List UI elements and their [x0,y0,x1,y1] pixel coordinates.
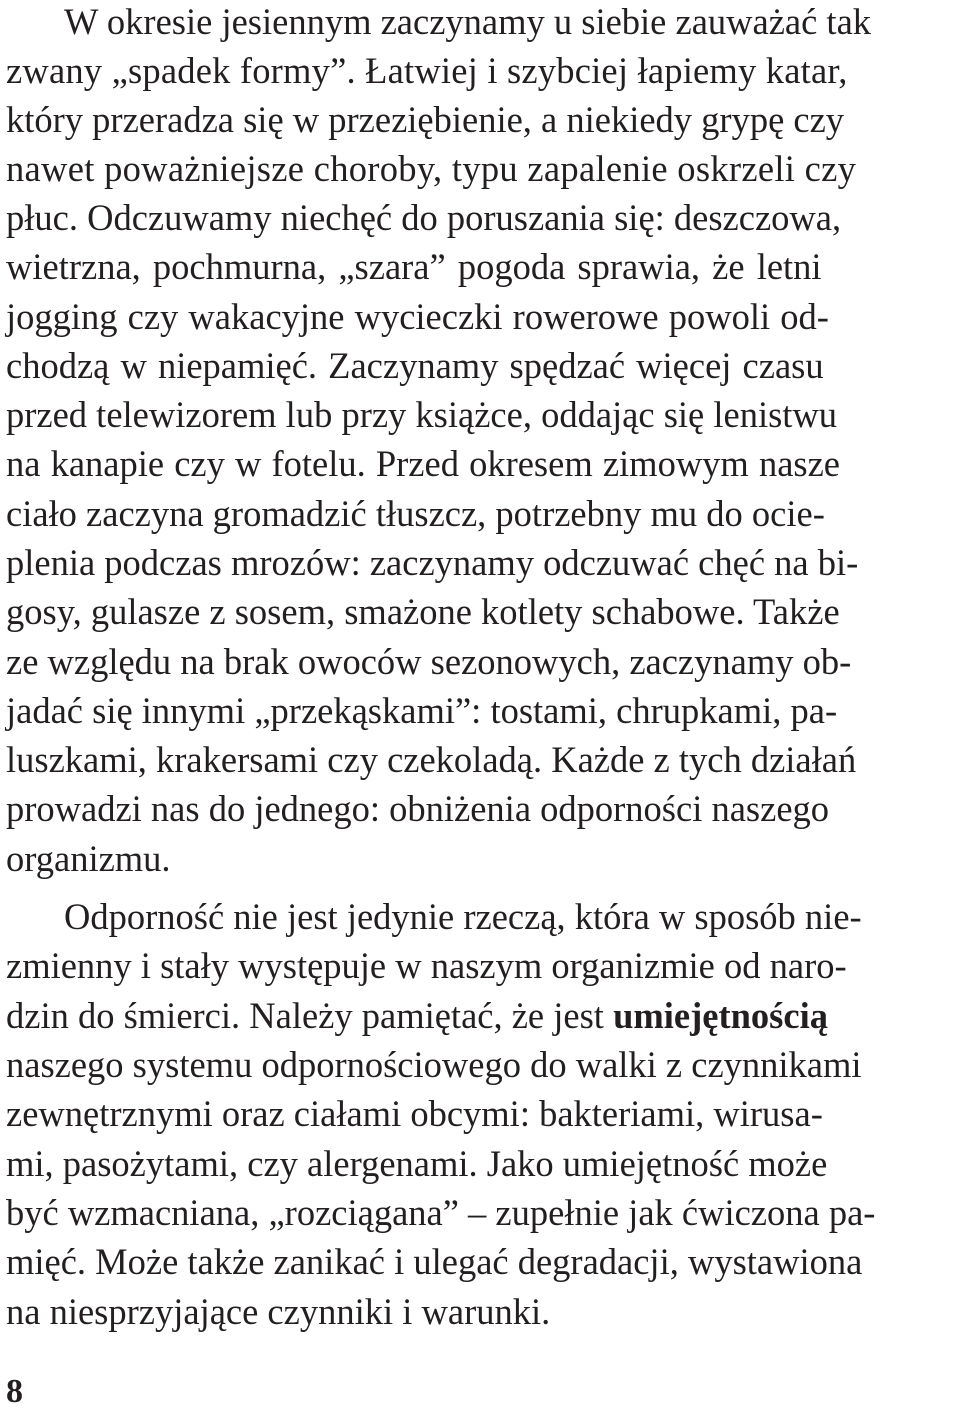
text-line: gosy, gulasze z sosem, smażone kotlety schabowe. Także [6,591,840,632]
text-line: zwany „spadek formy”. Łatwiej i szybciej łapiemy katar, [6,50,848,91]
bold-term: umiejętnością [613,995,828,1036]
text-line: organizmu. [6,838,171,879]
text-line: zmienny i stały występuje w naszym organizmie od naro- [6,945,847,986]
text-line [6,990,828,1042]
text-line: na kanapie czy w fotelu. Przed okresem zimowym nasze [6,443,841,484]
text-line: luszkami, krakersami czy czekoladą. Każde z tych działań [6,739,857,780]
text-line: ciało zaczyna gromadzić tłuszcz, potrzebny mu do ocie- [6,493,825,534]
text-line: przed telewizorem lub przy książce, oddając się lenistwu [6,394,838,435]
text-line: Odporność nie jest jedynie rzeczą, która w sposób nie- [64,896,862,937]
text-line: nawet poważniejsze choroby, typu zapalenie oskrzeli czy [6,148,857,189]
page-number: 8 [6,1373,23,1410]
text-line: chodzą w niepamięć. Zaczynamy spędzać więcej czasu [6,345,824,386]
text-line: prowadzi nas do jednego: obniżenia odporności naszego [6,788,830,829]
text-line: mięć. Może także zanikać i ulegać degradacji, wystawiona [6,1241,863,1282]
text-line: płuc. Odczuwamy niechęć do poruszania się: deszczowa, [6,197,842,238]
text-line: jogging czy wakacyjne wycieczki rowerowe powoli od- [6,296,829,337]
text-line: na niesprzyjające czynniki i warunki. [6,1291,551,1332]
text-line: ze względu na brak owoców sezonowych, zaczynamy ob- [6,641,852,682]
text-line: zewnętrznymi oraz ciałami obcymi: bakteriami, wirusa- [6,1093,823,1134]
text-line: wietrzna, pochmurna, „szara” pogoda sprawia, że letni [6,246,822,287]
text-line: jadać się innymi „przekąskami”: tostami, chrupkami, pa- [6,690,838,731]
text-line: plenia podczas mrozów: zaczynamy odczuwać chęć na bi- [6,542,859,583]
text-line: który przeradza się w przeziębienie, a niekiedy grypę czy [6,99,845,140]
text-line: być wzmacniana, „rozciągana” – zupełnie jak ćwiczona pa- [6,1192,876,1233]
text-line: W okresie jesiennym zaczynamy u siebie zauważać tak [64,1,872,42]
text-line: mi, pasożytami, czy alergenami. Jako umiejętność może [6,1143,828,1184]
text-line: naszego systemu odpornościowego do walki z czynnikami [6,1044,862,1085]
text-run: dzin do śmierci. Należy pamiętać, że jest [6,995,614,1036]
